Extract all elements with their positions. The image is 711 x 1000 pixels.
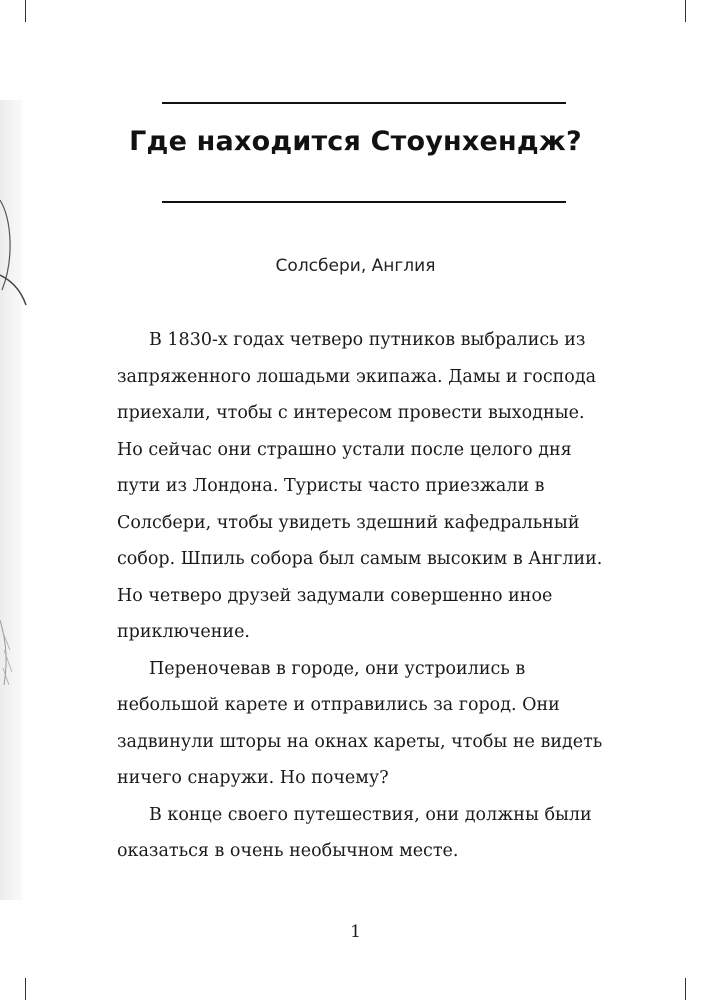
page-number: 1 (350, 922, 361, 942)
title-rule-bottom (162, 201, 566, 203)
crop-mark-top-right (685, 0, 686, 22)
location-subtitle: Солсбери, Англия (275, 256, 436, 276)
body-text (117, 322, 607, 870)
crop-mark-bottom-left (25, 978, 26, 1000)
paragraph-3: В конце своего путешествия, они должны были оказаться в очень необычном месте. (117, 804, 592, 861)
crop-mark-top-left (25, 0, 26, 22)
crop-mark-bottom-right (685, 978, 686, 1000)
chapter-title: Где находится Стоунхендж? (129, 126, 582, 157)
paragraph-1: В 1830-х годах четверо путников выбрались из запряженного лошадьми экипажа. Дамы и господа приехали, чтобы с интересом провести выходные. Но сейчас они страшно устали после целого дня пути из Лондона. Туристы часто приезжали в Солсбери, чтобы увидеть здешний кафедральный собор. Шпиль собора был самым высоким в Англии. Но четверо друзей задумали совершенно иное приключение. (117, 330, 603, 642)
title-rule-top (162, 102, 566, 104)
paragraph-2: Переночевав в городе, они устроились в небольшой карете и отправились за город. Они задвинули шторы на окнах кареты, чтобы не видеть ничего снаружи. Но почему? (117, 658, 603, 788)
